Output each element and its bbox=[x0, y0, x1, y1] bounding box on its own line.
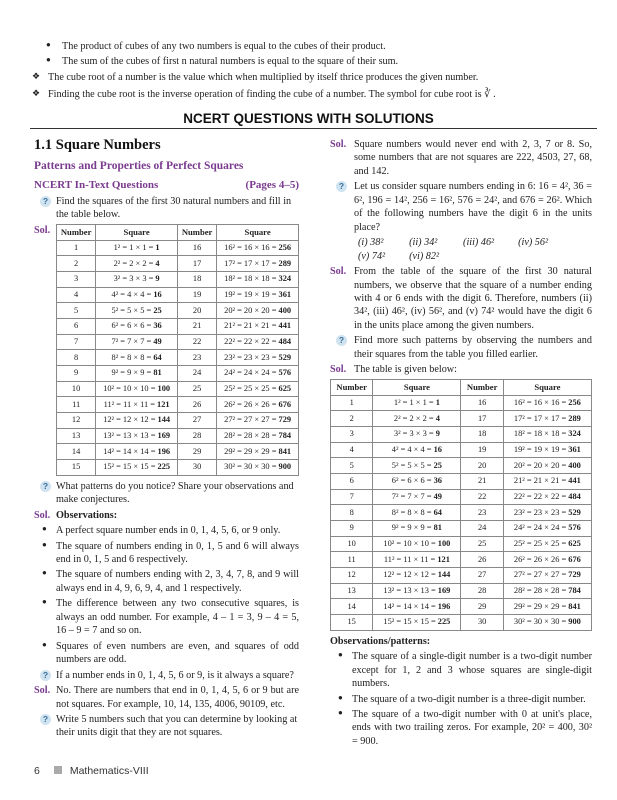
summary-points bbox=[30, 40, 600, 106]
table-cell: 4² = 4 × 4 = 16 bbox=[373, 442, 461, 458]
table-cell: 23² = 23 × 23 = 529 bbox=[503, 505, 591, 521]
book-title: Mathematics-VIII bbox=[69, 765, 149, 777]
option: (iv) 56² bbox=[518, 237, 549, 249]
table-cell: 26 bbox=[177, 397, 216, 413]
table-cell: 14 bbox=[57, 444, 96, 460]
table-cell: 16 bbox=[461, 395, 503, 411]
table-cell: 3² = 3 × 3 = 9 bbox=[373, 426, 461, 442]
table-cell: 1 bbox=[331, 395, 373, 411]
table-row bbox=[331, 458, 592, 474]
table-row bbox=[57, 444, 299, 460]
table-cell: 14² = 14 × 14 = 196 bbox=[373, 599, 461, 615]
table-cell: 20² = 20 × 20 = 400 bbox=[217, 303, 299, 319]
solution: Sol. From the table of the square of the first 30 natural numbers, we observe that the square of a number ending with 4 or 6 ends with the digit 6. Therefore, numbers (ii) 34², (iii) 46², (iv) 56², and (v) 74² would have the digit 6 in the units place among the given numbers. bbox=[330, 266, 592, 331]
table-row bbox=[57, 366, 299, 382]
summary-bullet: ● The sum of the cubes of first n natural numbers is equal to the square of their sum. bbox=[30, 55, 600, 68]
section-heading: 1.1 Square Numbers bbox=[34, 137, 161, 153]
table-row bbox=[57, 256, 299, 272]
observation-item: ● The square of numbers ending with 2, 3, 4, 7, 8, and 9 will always end in 4, 9, 6, 9, 4, and 1 respectively. bbox=[34, 568, 299, 595]
table-cell: 16² = 16 × 16 = 256 bbox=[503, 395, 591, 411]
table-cell: 29 bbox=[177, 444, 216, 460]
question-icon: ? bbox=[40, 481, 51, 492]
table-cell: 17 bbox=[461, 411, 503, 427]
table-cell: 4 bbox=[57, 287, 96, 303]
col-header: Square bbox=[217, 224, 299, 240]
table-header-row bbox=[57, 224, 299, 240]
summary-point: ❖ Finding the cube root is the inverse operation of finding the cube of a number. The symbol for cube root is ∛ . bbox=[30, 88, 600, 101]
table-cell: 29 bbox=[461, 599, 503, 615]
solution-table-wrap bbox=[34, 224, 299, 476]
table-cell: 30² = 30 × 30 = 900 bbox=[217, 460, 299, 476]
table-cell: 7 bbox=[331, 489, 373, 505]
table-cell: 16² = 16 × 16 = 256 bbox=[217, 240, 299, 256]
table-cell: 4² = 4 × 4 = 16 bbox=[96, 287, 178, 303]
table-row bbox=[331, 505, 592, 521]
table-row bbox=[331, 568, 592, 584]
observation-item: ● The difference between any two consecutive squares, is always an odd number. For example, 4 – 1 = 3, 9 – 4 = 5, 16 – 9 = 7 and so on. bbox=[34, 597, 299, 637]
summary-point: ❖ The cube root of a number is the value which when multiplied by itself thrice produces the given number. bbox=[30, 71, 600, 84]
table-row bbox=[331, 395, 592, 411]
table-cell: 2 bbox=[57, 256, 96, 272]
table-cell: 17 bbox=[177, 256, 216, 272]
pattern-item: ● The square of a single-digit number is a two-digit number except for 1, 2 and 3 whose squares are single-digit numbers. bbox=[330, 650, 592, 690]
table-cell: 29² = 29 × 29 = 841 bbox=[503, 599, 591, 615]
col-header: Square bbox=[503, 379, 591, 395]
question-icon: ? bbox=[336, 181, 347, 192]
table-row bbox=[57, 460, 299, 476]
table-cell: 1 bbox=[57, 240, 96, 256]
table-row bbox=[57, 381, 299, 397]
table-cell: 6² = 6 × 6 = 36 bbox=[96, 318, 178, 334]
table-cell: 10 bbox=[57, 381, 96, 397]
col-header: Square bbox=[373, 379, 461, 395]
sol-label: Sol. bbox=[330, 139, 347, 150]
table-cell: 1² = 1 × 1 = 1 bbox=[96, 240, 178, 256]
table-cell: 8² = 8 × 8 = 64 bbox=[96, 350, 178, 366]
table-cell: 17² = 17 × 17 = 289 bbox=[217, 256, 299, 272]
table-cell: 26 bbox=[461, 552, 503, 568]
table-row bbox=[57, 350, 299, 366]
intext-header bbox=[34, 178, 299, 193]
table-row bbox=[57, 240, 299, 256]
table-cell: 2 bbox=[331, 411, 373, 427]
sol-label: Sol. bbox=[330, 266, 347, 278]
table-row bbox=[57, 271, 299, 287]
table-cell: 26² = 26 × 26 = 676 bbox=[503, 552, 591, 568]
table-cell: 14² = 14 × 14 = 196 bbox=[96, 444, 178, 460]
table-cell: 6 bbox=[57, 318, 96, 334]
table-row bbox=[331, 583, 592, 599]
table-cell: 30 bbox=[461, 615, 503, 631]
table-row bbox=[57, 303, 299, 319]
solution: Sol. Square numbers would never end with 2, 3, 7 or 8. So, some numbers that are not squares are 222, 4503, 27, 68, and 142. bbox=[330, 139, 592, 177]
table-cell: 7 bbox=[57, 334, 96, 350]
question: ? What patterns do you notice? Share your observations and make conjectures. bbox=[34, 480, 299, 507]
sol-label: Sol. bbox=[34, 509, 51, 521]
sol-label: Sol. bbox=[34, 685, 51, 697]
observation-item: ● Squares of even numbers are even, and squares of odd numbers are odd. bbox=[34, 640, 299, 667]
table-cell: 26² = 26 × 26 = 676 bbox=[217, 397, 299, 413]
squares-table-1-30 bbox=[56, 224, 299, 476]
table-cell: 9 bbox=[57, 366, 96, 382]
question: ? If a number ends in 0, 1, 4, 5, 6 or 9, is it always a square? bbox=[34, 669, 299, 682]
table-cell: 19² = 19 × 19 = 361 bbox=[217, 287, 299, 303]
table-cell: 24² = 24 × 24 = 576 bbox=[503, 520, 591, 536]
table-cell: 19 bbox=[177, 287, 216, 303]
table-cell: 27² = 27 × 27 = 729 bbox=[217, 413, 299, 429]
table-row bbox=[57, 334, 299, 350]
table-cell: 11² = 11 × 11 = 121 bbox=[96, 397, 178, 413]
question-icon: ? bbox=[40, 196, 51, 207]
option: (v) 74² bbox=[358, 250, 386, 262]
table-cell: 10 bbox=[331, 536, 373, 552]
table-cell: 15 bbox=[331, 615, 373, 631]
table-cell: 30² = 30 × 30 = 900 bbox=[503, 615, 591, 631]
banner-rule bbox=[30, 128, 597, 129]
table-row bbox=[57, 397, 299, 413]
option: (i) 38² bbox=[358, 237, 384, 249]
table-header-row bbox=[331, 379, 592, 395]
table-row bbox=[331, 536, 592, 552]
table-cell: 1² = 1 × 1 = 1 bbox=[373, 395, 461, 411]
table-cell: 11 bbox=[57, 397, 96, 413]
table-cell: 27 bbox=[461, 568, 503, 584]
observation-item: ● A perfect square number ends in 0, 1, 4, 5, 6, or 9 only. bbox=[34, 524, 299, 537]
table-cell: 2² = 2 × 2 = 4 bbox=[96, 256, 178, 272]
table-cell: 12 bbox=[331, 568, 373, 584]
observation-item: ● The square of numbers ending in 0, 1, 5 and 6 will always end in 0, 1, 5 and 6 respectively. bbox=[34, 540, 299, 567]
table-cell: 15² = 15 × 15 = 225 bbox=[96, 460, 178, 476]
table-cell: 17² = 17 × 17 = 289 bbox=[503, 411, 591, 427]
table-cell: 8 bbox=[331, 505, 373, 521]
table-cell: 27 bbox=[177, 413, 216, 429]
question-icon: ? bbox=[40, 670, 51, 681]
table-cell: 20 bbox=[461, 458, 503, 474]
table-cell: 21² = 21 × 21 = 441 bbox=[217, 318, 299, 334]
table-cell: 19 bbox=[461, 442, 503, 458]
table-cell: 13² = 13 × 13 = 169 bbox=[96, 428, 178, 444]
table-cell: 16 bbox=[177, 240, 216, 256]
table-cell: 10² = 10 × 10 = 100 bbox=[96, 381, 178, 397]
table-row bbox=[331, 615, 592, 631]
table-cell: 13 bbox=[57, 428, 96, 444]
table-cell: 27² = 27 × 27 = 729 bbox=[503, 568, 591, 584]
table-cell: 28 bbox=[177, 428, 216, 444]
table-cell: 7² = 7 × 7 = 49 bbox=[96, 334, 178, 350]
table-cell: 21² = 21 × 21 = 441 bbox=[503, 473, 591, 489]
table-row bbox=[57, 287, 299, 303]
table-cell: 21 bbox=[461, 473, 503, 489]
question: ? Find more such patterns by observing the numbers and their squares from the table you filled earlier. bbox=[330, 334, 592, 361]
intext-pages: (Pages 4–5) bbox=[245, 179, 299, 192]
table-cell: 5² = 5 × 5 = 25 bbox=[373, 458, 461, 474]
table-row bbox=[331, 473, 592, 489]
table-cell: 6² = 6 × 6 = 36 bbox=[373, 473, 461, 489]
table-cell: 12² = 12 × 12 = 144 bbox=[373, 568, 461, 584]
table-row bbox=[331, 426, 592, 442]
table-cell: 23 bbox=[177, 350, 216, 366]
question-icon: ? bbox=[40, 714, 51, 725]
table-cell: 4 bbox=[331, 442, 373, 458]
table-cell: 22² = 22 × 22 = 484 bbox=[217, 334, 299, 350]
squares-table-repeat bbox=[330, 379, 592, 631]
table-cell: 19² = 19 × 19 = 361 bbox=[503, 442, 591, 458]
question-icon: ? bbox=[336, 335, 347, 346]
table-cell: 21 bbox=[177, 318, 216, 334]
table-cell: 13² = 13 × 13 = 169 bbox=[373, 583, 461, 599]
subheading: Patterns and Properties of Perfect Squares bbox=[34, 160, 244, 173]
table-row bbox=[331, 599, 592, 615]
table-cell: 20 bbox=[177, 303, 216, 319]
table-cell: 2² = 2 × 2 = 4 bbox=[373, 411, 461, 427]
table-cell: 8 bbox=[57, 350, 96, 366]
table-cell: 15 bbox=[57, 460, 96, 476]
col-header: Number bbox=[331, 379, 373, 395]
question: ? Let us consider square numbers ending in 6: 16 = 4², 36 = 6², 196 = 14², 256 = 16², 576 = 24², and 676 = 26². Which of the following numbers have the digit 6 in the units place? bbox=[330, 180, 592, 234]
table-cell: 3² = 3 × 3 = 9 bbox=[96, 271, 178, 287]
col-header: Number bbox=[177, 224, 216, 240]
table-cell: 24² = 24 × 24 = 576 bbox=[217, 366, 299, 382]
table-cell: 5 bbox=[331, 458, 373, 474]
col-header: Square bbox=[96, 224, 178, 240]
col-header: Number bbox=[461, 379, 503, 395]
table-row bbox=[331, 489, 592, 505]
table-cell: 28 bbox=[461, 583, 503, 599]
pattern-item: ● The square of a two-digit number with 0 at unit's place, ends with two trailing zeros. For example, 20² = 400, 30² = 900. bbox=[330, 708, 592, 748]
table-cell: 24 bbox=[177, 366, 216, 382]
table-cell: 11² = 11 × 11 = 121 bbox=[373, 552, 461, 568]
question: ? Find the squares of the first 30 natural numbers and fill in the table below. bbox=[34, 195, 299, 222]
table-cell: 6 bbox=[331, 473, 373, 489]
option: (ii) 34² bbox=[409, 237, 438, 249]
table-cell: 3 bbox=[57, 271, 96, 287]
table-cell: 24 bbox=[461, 520, 503, 536]
table-cell: 20² = 20 × 20 = 400 bbox=[503, 458, 591, 474]
page-number: 6 bbox=[34, 765, 40, 777]
table-cell: 5² = 5 × 5 = 25 bbox=[96, 303, 178, 319]
table-cell: 25² = 25 × 25 = 625 bbox=[217, 381, 299, 397]
table-cell: 25 bbox=[177, 381, 216, 397]
table-cell: 3 bbox=[331, 426, 373, 442]
col-header: Number bbox=[57, 224, 96, 240]
sol-label: Sol. bbox=[34, 224, 51, 236]
table-cell: 28² = 28 × 28 = 784 bbox=[217, 428, 299, 444]
table-row bbox=[331, 411, 592, 427]
table-cell: 10² = 10 × 10 = 100 bbox=[373, 536, 461, 552]
table-cell: 9 bbox=[331, 520, 373, 536]
solution: Sol. The table is given below: bbox=[330, 364, 457, 376]
table-cell: 22² = 22 × 22 = 484 bbox=[503, 489, 591, 505]
patterns-title: Observations/patterns: bbox=[330, 635, 431, 647]
table-cell: 22 bbox=[177, 334, 216, 350]
table-cell: 15² = 15 × 15 = 225 bbox=[373, 615, 461, 631]
table-cell: 7² = 7 × 7 = 49 bbox=[373, 489, 461, 505]
table-cell: 29² = 29 × 29 = 841 bbox=[217, 444, 299, 460]
table-cell: 30 bbox=[177, 460, 216, 476]
table-row bbox=[57, 428, 299, 444]
summary-bullet: ● The product of cubes of any two numbers is equal to the cubes of their product. bbox=[30, 40, 600, 53]
intext-label: NCERT In-Text Questions bbox=[34, 179, 159, 192]
table-row bbox=[331, 442, 592, 458]
table-cell: 18² = 18 × 18 = 324 bbox=[217, 271, 299, 287]
table-cell: 11 bbox=[331, 552, 373, 568]
table-cell: 14 bbox=[331, 599, 373, 615]
section-banner: NCERT QUESTIONS WITH SOLUTIONS bbox=[183, 111, 434, 126]
solution: Sol. Observations: bbox=[34, 509, 118, 521]
table-cell: 12² = 12 × 12 = 144 bbox=[96, 413, 178, 429]
table-cell: 18² = 18 × 18 = 324 bbox=[503, 426, 591, 442]
page-footer bbox=[34, 765, 149, 779]
solution: Sol. No. There are numbers that end in 0, 1, 4, 5, 6 or 9 but are not squares. For example, 10, 14, 135, 4006, 90109, etc. bbox=[34, 685, 299, 710]
table-row bbox=[57, 318, 299, 334]
table-cell: 13 bbox=[331, 583, 373, 599]
table-row bbox=[331, 552, 592, 568]
table-cell: 23 bbox=[461, 505, 503, 521]
table-cell: 25 bbox=[461, 536, 503, 552]
table-cell: 9² = 9 × 9 = 81 bbox=[96, 366, 178, 382]
table-cell: 9² = 9 × 9 = 81 bbox=[373, 520, 461, 536]
table-cell: 23² = 23 × 23 = 529 bbox=[217, 350, 299, 366]
options-row bbox=[330, 236, 592, 263]
option: (vi) 82² bbox=[409, 250, 440, 262]
table-cell: 12 bbox=[57, 413, 96, 429]
table-cell: 18 bbox=[461, 426, 503, 442]
option: (iii) 46² bbox=[463, 237, 495, 249]
table-cell: 5 bbox=[57, 303, 96, 319]
table-cell: 28² = 28 × 28 = 784 bbox=[503, 583, 591, 599]
table-cell: 22 bbox=[461, 489, 503, 505]
table-row bbox=[57, 413, 299, 429]
sol-label: Sol. bbox=[330, 364, 347, 376]
table-cell: 18 bbox=[177, 271, 216, 287]
table-cell: 25² = 25 × 25 = 625 bbox=[503, 536, 591, 552]
question: ? Write 5 numbers such that you can determine by looking at their units digit that they are not squares. bbox=[34, 713, 299, 740]
footer-square-icon bbox=[54, 766, 62, 774]
table-cell: 8² = 8 × 8 = 64 bbox=[373, 505, 461, 521]
table-row bbox=[331, 520, 592, 536]
pattern-item: ● The square of a two-digit number is a three-digit number. bbox=[330, 693, 592, 706]
right-column bbox=[330, 136, 592, 750]
left-column bbox=[34, 136, 299, 742]
